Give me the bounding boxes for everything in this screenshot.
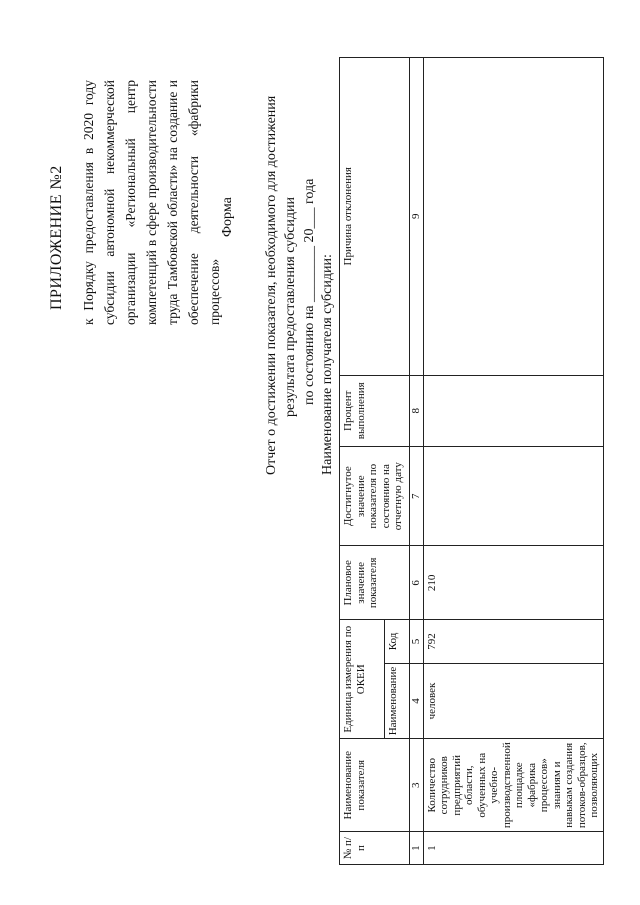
header-unit-name: Наименование [385, 663, 410, 739]
column-number: 9 [410, 58, 424, 376]
preamble-text: к Порядку предоставления в 2020 году субсидии автономной некоммерческой организации «Региональный центр компетенций в сфере производительности труда Тамбовской области» на создание и обеспечение деятельности «фабрики процессов» [81, 80, 222, 325]
report-date-line: по состоянию на ________ 20___ года [302, 178, 317, 405]
column-number: 6 [410, 546, 424, 620]
row-percent [423, 375, 603, 446]
row-unit-code: 792 [423, 620, 603, 664]
row-num: 1 [423, 832, 603, 865]
column-number: 4 [410, 663, 424, 739]
column-number: 8 [410, 375, 424, 446]
report-title-line-2: результата предоставления субсидии [283, 196, 298, 417]
header-plan: Плановое значение показателя [340, 546, 410, 620]
header-unit-code: Код [385, 620, 410, 664]
column-number-row [410, 58, 424, 865]
column-number: 1 [410, 832, 424, 865]
header-fact: Достигнутое значение показателя по состоянию на отчетную дату [340, 446, 410, 546]
form-label: Форма [220, 197, 235, 237]
row-unit-name: человек [423, 663, 603, 739]
header-num: № п/п [340, 832, 410, 865]
report-title [262, 55, 319, 475]
header-percent: Процент выполнения [340, 375, 410, 446]
table-row [423, 58, 603, 865]
row-plan: 210 [423, 546, 603, 620]
recipient-label: Наименование получателя субсидии: [320, 254, 335, 475]
column-number: 3 [410, 739, 424, 832]
column-number: 5 [410, 620, 424, 664]
appendix-title: ПРИЛОЖЕНИЕ №2 [48, 165, 65, 310]
header-reason: Причина отклонения [340, 58, 410, 376]
column-number: 7 [410, 446, 424, 546]
row-indicator: Количество сотрудников предприятий области, обученных на учебно-производственной площадке «фабрика процессов» знаниям и навыкам создания потоков-образцов, позволяющих [423, 739, 603, 832]
header-indicator: Наименование показателя [340, 739, 410, 832]
table-header-row [340, 58, 385, 865]
report-table [339, 57, 604, 865]
header-unit-group: Единица измерения по ОКЕИ [340, 620, 385, 739]
report-title-line-1: Отчет о достижении показателя, необходимого для достижения [264, 95, 279, 475]
row-fact [423, 446, 603, 546]
row-reason [423, 58, 603, 376]
